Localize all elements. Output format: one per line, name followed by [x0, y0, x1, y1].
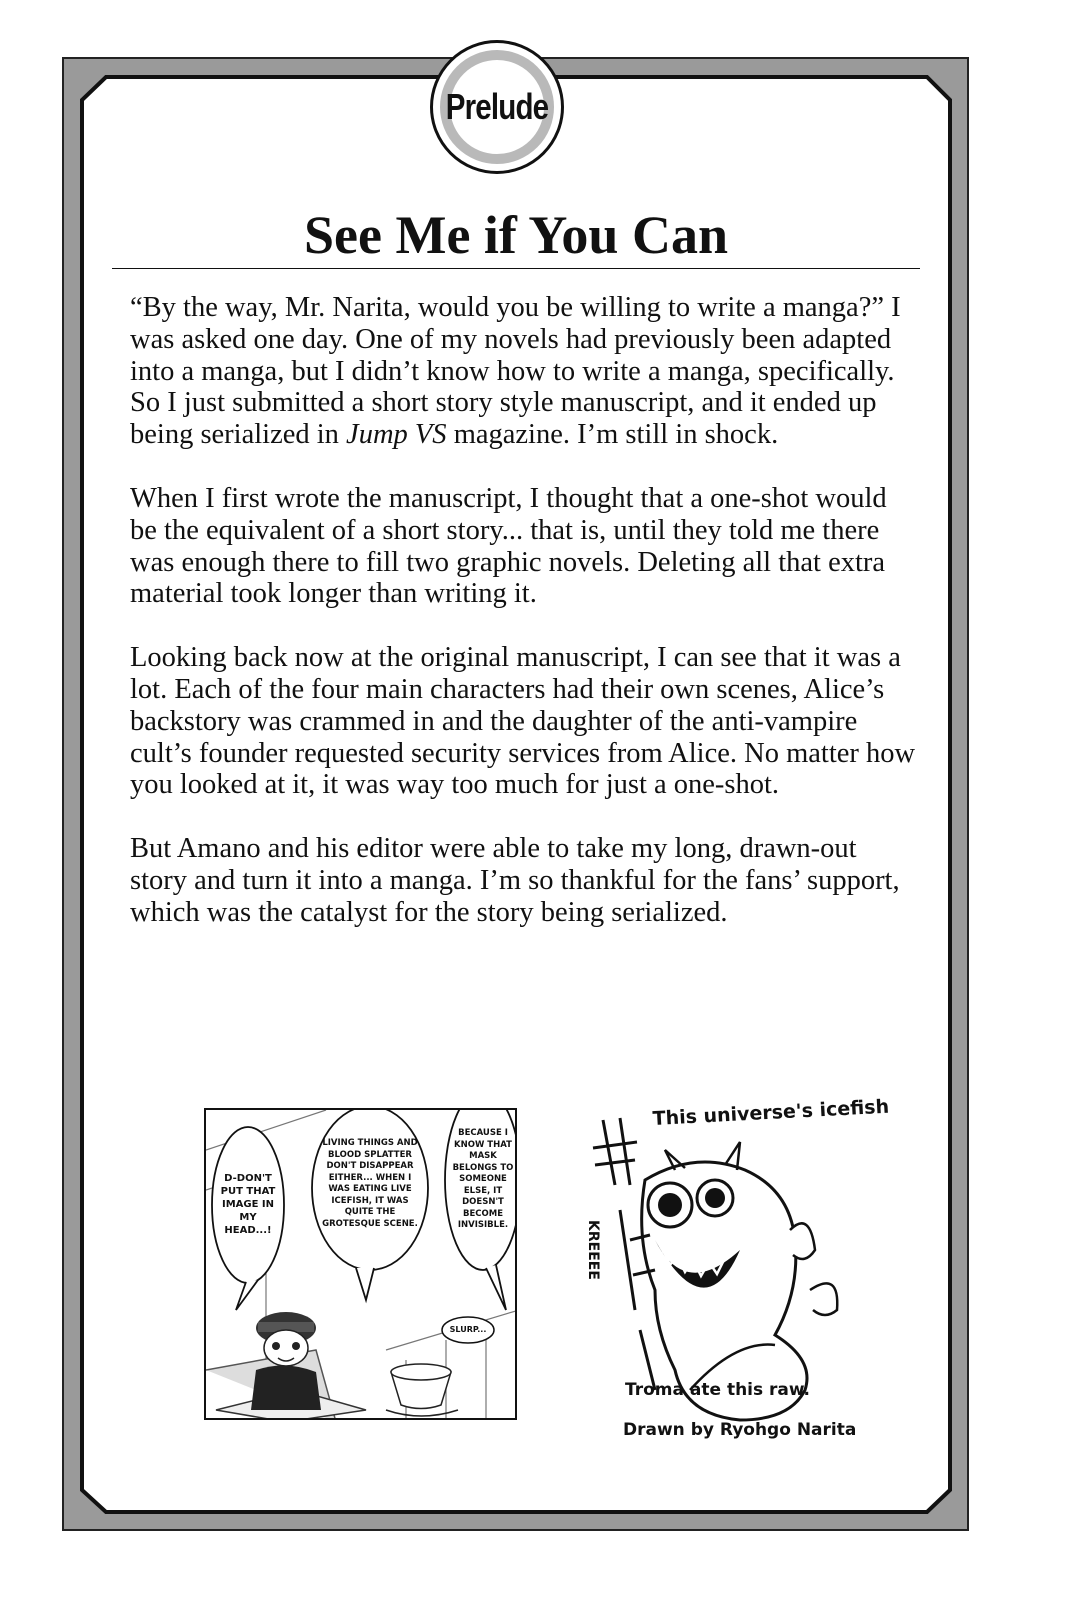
sketch-sfx: KREEEE: [585, 1220, 601, 1280]
icefish-sketch: [575, 1090, 895, 1460]
page-title: See Me if You Can: [304, 205, 728, 265]
paragraph-4: But Amano and his editor were able to take my long, drawn-out story and turn it into a manga. I’m so thankful for the fans’ support, which was the catalyst for the story being serialized.: [130, 833, 900, 928]
paragraph-1: “By the way, Mr. Narita, would you be willing to write a manga?” I was asked one day. One of my novels had previously been adapted into a manga, but I didn’t know how to write a manga, specifically. So I just submitted a short story style manuscript, and it ended up being serialized in Jump VS magazine. I’m still in shock.: [130, 292, 901, 451]
sketch-caption-bottom: Troma ate this raw.: [625, 1380, 810, 1400]
bubble-middle: LIVING THINGS AND BLOOD SPLATTER DON'T DISAPPEAR EITHER... WHEN I WAS EATING LIVE ICEFISH, IT WAS QUITE THE GROTESQUE SCENE.: [322, 1138, 418, 1229]
paragraph-2: When I first wrote the manuscript, I thought that a one-shot would be the equivalent of a short story... that is, until they told me there was enough there to fill two graphic novels. Deleting all that extra material took longer than writing it.: [130, 482, 887, 610]
title-divider: [112, 268, 920, 269]
sketch-caption-top: This universe's icefish: [652, 1095, 890, 1130]
sketch-credit: Drawn by Ryohgo Narita: [623, 1420, 857, 1440]
body-text: [130, 292, 920, 961]
paragraph-3: Looking back now at the original manuscript, I can see that it was a lot. Each of the four main characters had their own scenes, Alice’s backstory was crammed in and the daughter of the anti-vampire cult’s founder requested security services from Alice. No matter how you looked at it, it was way too much for just a one-shot.: [130, 642, 916, 801]
magazine-name: Jump VS: [346, 419, 447, 451]
badge-label: Prelude: [445, 86, 549, 127]
prelude-badge: [430, 40, 564, 174]
bubble-right: BECAUSE I KNOW THAT MASK BELONGS TO SOMEONE ELSE, IT DOESN'T BECOME INVISIBLE.: [452, 1128, 514, 1230]
bubble-left: D-DON'T PUT THAT IMAGE IN MY HEAD...!: [220, 1173, 276, 1236]
manga-panel: [204, 1108, 517, 1420]
sfx-slurp: SLURP...: [449, 1325, 487, 1334]
